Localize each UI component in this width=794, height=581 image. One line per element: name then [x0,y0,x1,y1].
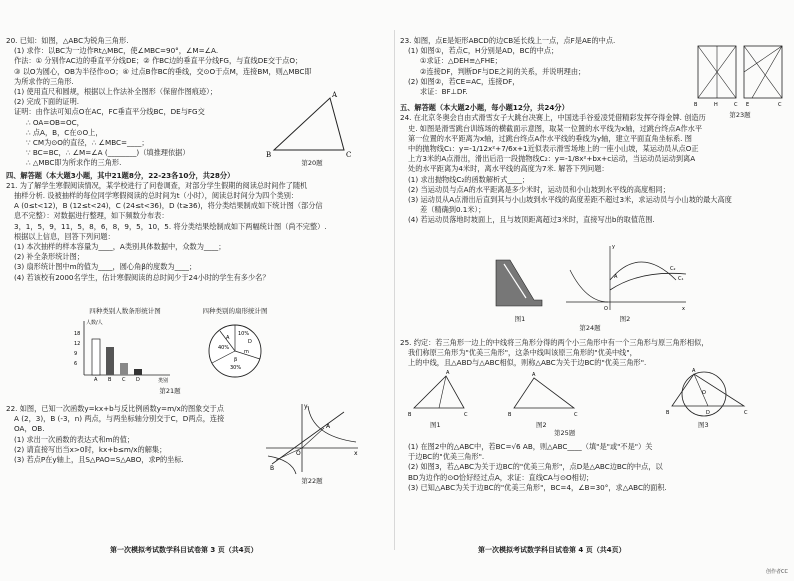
figure-20-triangle [262,88,362,168]
figure-24 [490,240,690,330]
q25-line: 上的中线，且△ABD与△ABC相似，则称△ABC为关于边BC的"优美三角形". [408,358,647,368]
figure-21-bar-chart [70,306,180,386]
figure-24-label-2: 图2 [619,315,631,323]
svg-text:30%: 30% [230,365,242,371]
svg-text:A: A [326,423,331,430]
q21-line: (1) 本次抽样的样本容量为____，A类别具体数据中，众数为____； [14,242,226,252]
svg-text:A: A [532,372,536,378]
question-25 [400,338,788,369]
q24-line: (1) 求出抛物线C₂的函数解析式____； [408,174,529,184]
q25-part-line: 于边BC的"优美三角形". [408,452,485,462]
svg-text:B: B [694,102,698,108]
svg-text:B: B [108,377,112,383]
svg-text:B: B [270,465,275,472]
q20-line: 作法：① 分别作AC边的垂直平分线DE；② 作BC边的垂直平分线FG，与直线DE交于点O； [14,56,303,66]
svg-text:B: B [266,151,272,158]
q20-line: 证明：由作法可知点O在AC，FC垂直平分线BC，DE与FG交 [14,107,205,117]
bar-y-axis-label: 人数/人 [86,320,103,326]
svg-text:O: O [604,306,608,312]
figure-23-rectangles [692,36,788,120]
figure-25-label-2: 图2 [536,421,547,429]
svg-text:C: C [744,410,748,416]
q24-line: 史. 如图是滑雪跳台训练场的横截面示意图，取某一位置的水平线为x轴，过跳台终点A作水平 [408,123,703,133]
q24-line: 24. 在北京冬奥会自由式滑雪女子大跳台决赛上，中国选手谷爱凌凭借精彩发挥夺得金牌. 创造历 [400,113,706,123]
q22-line: A (2，3)，B (-3，n) 两点，与两坐标轴分别交于C，D两点，连接 [14,414,225,424]
svg-text:O: O [702,390,706,396]
pie-chart-title: 四种类别的扇形统计图 [202,307,268,315]
svg-text:D: D [706,410,710,416]
page-4-footer: 第一次模拟考试数学科目试卷第 4 页（共4页） [478,546,626,554]
svg-text:C: C [122,377,126,383]
q22-line: (2) 请直接写出当x>0时，kx+b≤m/x的解集； [14,444,167,454]
svg-text:D: D [248,339,252,345]
q23-line: (2) 如图②，若CE=AC，连接DF， [408,76,520,86]
page-3-footer: 第一次模拟考试数学科目试卷第 3 页（共4页） [110,546,258,554]
q23-line: (1) 如图①，若点C，H分别是AD，BC的中点； [408,46,559,56]
q23-line: 23. 如图，点E是矩形ABCD的边CB延长线上一点，点F是AE的中点. [400,36,616,45]
svg-text:A: A [94,377,98,383]
svg-text:40%: 40% [218,345,230,351]
q22-line: (3) 若点P在y轴上，且S△PAO=S△ABO，求P的坐标. [14,455,184,465]
svg-text:O: O [296,450,301,457]
q21-line: (3) 扇形统计图中m的值为____，圆心角β的度数为____； [14,262,197,272]
svg-text:A: A [446,370,450,376]
q25-part-line: (2) 如图3，若△ABC为关于边BC的"优美三角形"，点D是△ABC边BC的中点，以 [408,462,663,472]
figure-22-caption: 第22题 [301,477,323,485]
q21-line: 抽样分析. 设被抽样的每位同学寒假阅读的总时间为t（小时），阅读总时间分为四个类别： [14,191,299,201]
svg-text:10%: 10% [238,331,250,337]
watermark-stamp: 创作者CC [766,569,788,575]
svg-text:m: m [244,349,249,355]
q24-line: (2) 当运动员与点A的水平距离是多少米时，运动员和小山坡到水平线的高度相同； [408,184,670,194]
q24-line: 处的水平距离为4米时，离水平线的高度为7米. 解答下列问题： [408,164,609,174]
q25-part-line: (1) 在图2中的△ABC中，若BC=√6 AB，则△ABC____（填"是"或"不是"）关 [408,442,653,451]
svg-text:D: D [136,377,140,383]
q21-line: A (0≤t<12)，B (12≤t<24)，C (24≤t<36)，D (t≥36)，将分类结果制成如下统计图（部分信 [14,201,323,211]
svg-text:β: β [234,357,238,363]
svg-text:C₂: C₂ [670,266,676,272]
q20-line: ∴ OA=OB=OC， [26,117,84,127]
q24-line: 第一位置的水平距离为x轴，过跳台终点A作水平线的垂线为y轴，建立平面直角坐标系. 图 [408,133,692,143]
q20-line: ∵ BC=BC，∴ ∠M=∠A (________)（填推理依据） [26,148,190,158]
svg-text:A: A [226,335,230,341]
figure-25-caption: 第25题 [554,429,576,437]
figure-25 [404,366,784,436]
svg-text:A: A [614,274,618,280]
q23-line: ②连接DF，判断DF与DE之间的关系，并说明理由； [420,66,586,76]
q24-line: (3) 运动员从A点滑出后直到其与小山坡到水平线的高度差距不超过3米，求运动员与小山坡的最大高度 [408,195,732,205]
svg-text:x: x [354,450,358,457]
q25-line: 我们称原三角形为"优美三角形"，这条中线叫该原三角形的"优美中线"， [408,348,637,358]
svg-text:x: x [682,306,685,312]
q25-line: 25. 约定：若三角形一边上的中线将三角形分得的两个小三角形中有一个三角形与原三角形相似， [400,338,709,347]
bar-x-axis-label: 类别 [158,378,169,383]
figure-20-caption: 第20题 [301,159,323,167]
q20-line: ∴ △MBC即为所求作的三角形. [26,158,122,168]
svg-text:E: E [746,102,750,108]
svg-text:C: C [464,412,468,418]
bar-chart-title: 四种类别人数条形统计图 [89,307,161,315]
q20-line: ∵ CM为⊙O的直径，∴ ∠MBC=____； [26,138,149,148]
svg-text:y: y [612,244,615,250]
q21-line: 息不完整）：对数据进行整理，如下频数分布表： [14,211,169,221]
svg-text:C: C [778,102,782,108]
q23-line: 求证：BF⊥DF. [420,87,468,97]
svg-text:C: C [574,412,578,418]
figure-22-graph [262,400,362,486]
svg-text:C: C [734,102,738,108]
question-25-parts [400,442,788,493]
q21-line: 21. 为了解学生寒假阅读情况，某学校进行了问卷调查，对部分学生假期的阅读总时间作了随机 [6,180,308,190]
svg-text:y: y [304,403,308,410]
column-divider [394,30,395,550]
q20-line: ③ 以O为圆心，OB为半径作⊙O；④ 过点B作BC的垂线，交⊙O于点M，连接BM，则△MBC即为所求作的三角形. [14,66,312,86]
q21-line: 3，1，5，9，11，5，8，6，8，9，5，10，5. 将分类结果绘制成如下两幅统计图（尚不完整）. [14,221,327,231]
svg-text:B: B [666,410,670,416]
q21-line: (2) 补全条形统计图； [14,252,84,262]
q22-line: OA，OB. [14,424,45,434]
svg-text:A: A [332,91,338,99]
q24-line: (4) 若运动员落地时坡面上，且与坡顶距离超过3米时，直接写出b的取值范围. [408,215,655,225]
svg-text:B: B [508,412,512,418]
q22-line: 22. 如图，已知一次函数y=kx+b与反比例函数y=m/x的图象交于点 [6,404,224,413]
q25-part-line: BD为边作的⊙O恰好经过点A，求证：直线CA与⊙O相切； [408,472,594,482]
figure-21-pie-chart [190,306,280,386]
svg-text:H: H [714,102,718,108]
figure-24-label-1: 图1 [514,315,526,323]
svg-text:C: C [346,151,352,158]
section-5-heading: 五、解答题（本大题2小题，每小题12分，共24分） [400,103,569,113]
figure-25-label-3: 图3 [698,421,709,429]
q22-line: (1) 求出一次函数的表达式和m的值； [14,434,135,444]
svg-text:18: 18 [74,331,81,337]
section-4-heading: 四、解答题（本大题3小题，其中21题8分，22-23各10分，共28分） [6,170,235,180]
q23-line: ①求证：△DEH≌△FHE； [420,56,502,66]
svg-text:B: B [408,412,412,418]
q20-line: (2) 完成下面的证明. [14,97,80,107]
svg-text:A: A [692,368,696,374]
q20-line: (1) 使用直尺和圆规，根据以上作法补全图形（保留作图痕迹）； [14,87,217,97]
q24-line: 中的抛物线C₁：y=-1/12x²+7/6x+1近似表示滑雪场地上的一座小山坡，某运动员从点O正 [408,144,699,154]
q20-line: (1) 求作：以BC为一边作Rt△MBC，使∠MBC=90°，∠M=∠A. [14,46,219,56]
question-24 [400,113,788,225]
q24-line: 上方3米的A点滑出，滑出后沿一段抛物线C₂：y=-1/8x²+bx+c运动，当运动员运动到离A [408,154,696,164]
figure-23-caption: 第23题 [729,111,751,119]
svg-text:9: 9 [74,351,78,357]
svg-text:C₁: C₁ [678,276,684,282]
q20-line: 20. 已知：如图，△ABC为锐角三角形. [6,36,129,45]
svg-text:6: 6 [74,361,78,367]
q25-part-line: (3) 已知△ABC为关于边BC的"优美三角形"，BC=4，∠B=30°，求△ABC的面积. [408,482,667,492]
figure-24-caption: 第24题 [579,324,601,332]
question-21 [6,181,390,283]
q20-line: ∴ 点A，B，C在⊙O上， [26,127,103,137]
svg-text:12: 12 [74,341,81,347]
figure-21-caption: 第21题 [159,387,181,395]
figure-25-label-1: 图1 [430,421,441,429]
q24-line: 差（精确到0.1米）； [420,205,486,215]
q21-line: (4) 若该校有2000名学生，估计寒假阅读的总时间少于24小时的学生有多少名？ [14,272,270,282]
q21-line: 根据以上信息，回答下列问题： [14,231,115,241]
